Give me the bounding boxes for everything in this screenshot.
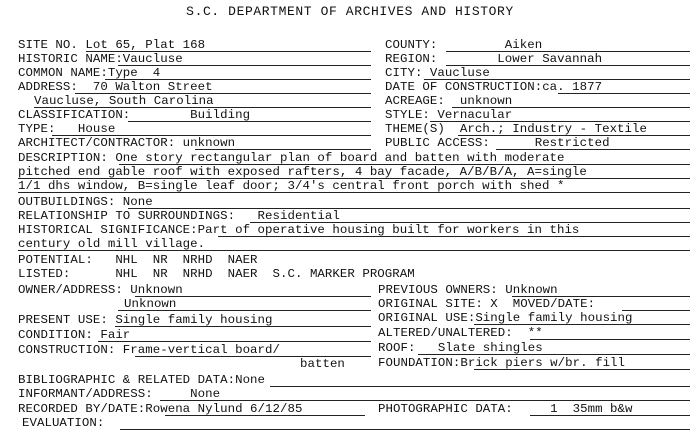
architect: ARCHITECT/CONTRACTOR: unknown	[18, 136, 236, 150]
description-line-2: pitched end gable roof with exposed rafters, 4 bay facade, A/B/B/A, A=single	[18, 165, 587, 179]
present-use-line	[115, 326, 371, 327]
informant-address: INFORMANT/ADDRESS: None	[18, 387, 221, 401]
address: ADDRESS: 70 Walton Street	[18, 80, 213, 94]
type: TYPE: House	[18, 122, 116, 136]
classification-line	[128, 121, 371, 122]
original-use-line	[474, 324, 690, 325]
owner-address-line2: Unknown	[124, 297, 177, 311]
photographic-data: PHOTOGRAPHIC DATA: 1 35mm b&w	[378, 402, 633, 416]
region: REGION: Lower Savannah	[385, 52, 603, 66]
condition: CONDITION: Fair	[18, 328, 131, 342]
original-site: ORIGINAL SITE: X MOVED/DATE:	[378, 297, 596, 311]
original-use: ORIGINAL USE:Single family housing	[378, 311, 633, 325]
significance-line-2: century old mill village.	[18, 237, 206, 251]
previous-owners: PREVIOUS OWNERS: Unknown	[378, 283, 558, 297]
architect-line	[195, 149, 371, 150]
altered-line	[530, 339, 690, 340]
address-line2: Vaucluse, South Carolina	[34, 94, 214, 108]
owner2-line	[118, 310, 371, 311]
description-line-1: DESCRIPTION: One story rectangular plan of board and batten with moderate	[18, 151, 565, 165]
evaluation: EVALUATION:	[22, 416, 105, 430]
foundation-line	[474, 369, 690, 370]
present-use: PRESENT USE: Single family housing	[18, 313, 273, 327]
style: STYLE: Vernacular	[385, 108, 513, 122]
photographic-line	[530, 415, 690, 416]
owner-address: OWNER/ADDRESS: Unknown	[18, 283, 183, 297]
informant-line	[160, 400, 690, 401]
recorded-by-date: RECORDED BY/DATE:Rowena Nylund 6/12/85	[18, 402, 303, 416]
historic-name: HISTORIC NAME:Vaucluse	[18, 52, 183, 66]
roof: ROOF: Slate shingles	[378, 341, 543, 355]
listed: LISTED: NHL NR NRHD NAER S.C. MARKER PROGRAM	[18, 267, 415, 281]
foundation: FOUNDATION:Brick piers w/br. fill	[378, 356, 626, 370]
potential: POTENTIAL: NHL NR NRHD NAER	[18, 253, 258, 267]
construction: CONSTRUCTION: Frame-vertical board/	[18, 343, 280, 357]
themes: THEME(S) Arch.; Industry - Textile	[385, 122, 647, 136]
significance-underline-1	[218, 236, 690, 237]
city: CITY: Vaucluse	[385, 66, 490, 80]
date-of-construction: DATE OF CONSTRUCTION:ca. 1877	[385, 80, 603, 94]
altered-unaltered: ALTERED/UNALTERED: **	[378, 326, 543, 340]
bibliographic-data: BIBLIOGRAPHIC & RELATED DATA:None	[18, 373, 266, 387]
date-line	[558, 93, 690, 94]
form-header: S.C. DEPARTMENT OF ARCHIVES AND HISTORY	[186, 4, 514, 19]
bibliographic-line	[270, 386, 690, 387]
description-line-3: 1/1 dhs window, B=single leaf door; 3/4's central front porch with shed *	[18, 179, 565, 193]
site-no: SITE NO. Lot 65, Plat 168	[18, 38, 206, 52]
county: COUNTY: Aiken	[385, 38, 543, 52]
significance-line-1: HISTORICAL SIGNIFICANCE:Part of operative housing built for workers in this	[18, 223, 580, 237]
recorded-line	[165, 415, 365, 416]
public-access-line	[496, 149, 690, 150]
public-access: PUBLIC ACCESS: Restricted	[385, 136, 610, 150]
description-underline-3	[18, 192, 690, 193]
construction-line2: batten	[300, 357, 345, 371]
relationship: RELATIONSHIP TO SURROUNDINGS: Residential	[18, 209, 340, 223]
acreage: ACREAGE: unknown	[385, 94, 513, 108]
classification: CLASSIFICATION: Building	[18, 108, 251, 122]
significance-underline-2	[18, 250, 690, 251]
roof-line	[418, 354, 690, 355]
condition-line	[98, 341, 371, 342]
outbuildings: OUTBUILDINGS: None	[18, 195, 153, 209]
evaluation-line	[120, 429, 690, 430]
common-name: COMMON NAME:Type 4	[18, 66, 161, 80]
